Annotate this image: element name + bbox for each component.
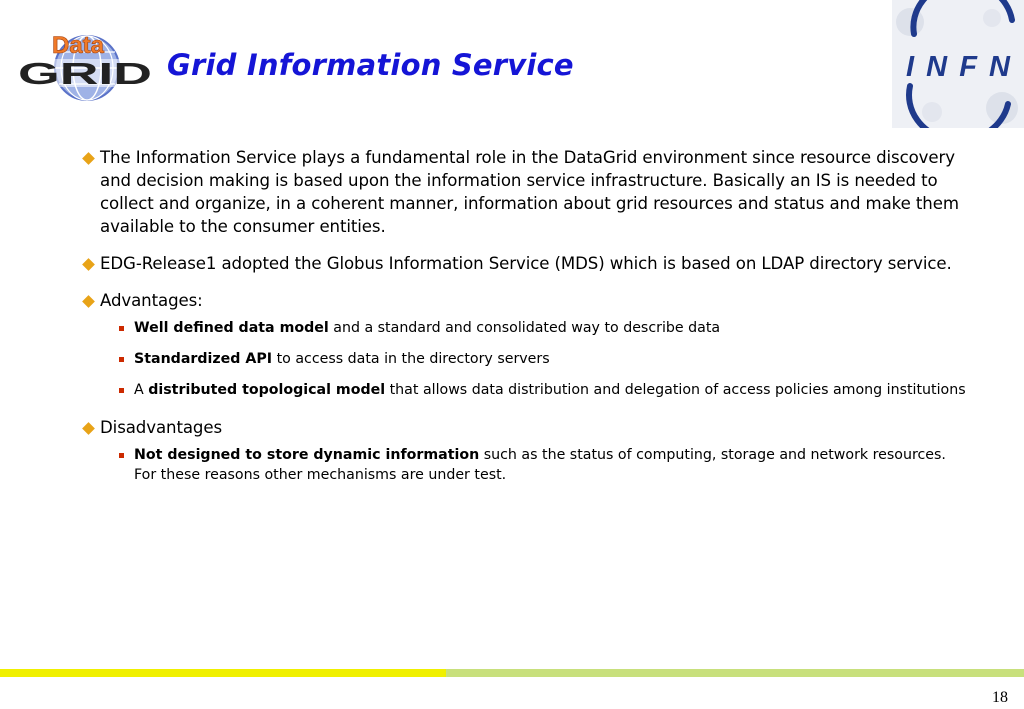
bullet-item (80, 416, 970, 439)
sub-bullet-item (119, 318, 970, 338)
sub-bullet-text: Standardized API to access data in the directory servers (134, 351, 550, 367)
square-bullet-icon (119, 326, 124, 331)
bullet-item (80, 146, 970, 238)
square-bullet-icon (119, 453, 124, 458)
square-bullet-icon (119, 357, 124, 362)
square-bullet-icon (119, 388, 124, 393)
infn-logo (892, 0, 1024, 128)
page-title: Grid Information Service (167, 48, 574, 82)
bullet-text: The Information Service plays a fundamental role in the DataGrid environment since resource discovery and decision making is based upon the information service infrastructure. Basically an IS is needed to collect and organize, in a coherent manner, information about grid resources and status and make them available to the consumer entities. (100, 148, 959, 236)
bullet-item (80, 252, 970, 275)
page-number: 18 (992, 689, 1008, 706)
bullet-text: Advantages: (100, 291, 203, 310)
diamond-bullet-icon (82, 295, 95, 308)
infn-logo-text: INFN (906, 51, 1010, 83)
logo-grid-text: GRID (18, 56, 152, 91)
sub-bullet-text: Not designed to store dynamic information such as the status of computing, storage and network resources. For these reasons other mechanisms are under test. (134, 447, 946, 483)
footer-bar-left (0, 669, 446, 677)
slide-content (80, 146, 970, 496)
diamond-bullet-icon (82, 422, 95, 435)
bullet-text: Disadvantages (100, 418, 223, 437)
bullet-text: EDG-Release1 adopted the Globus Information Service (MDS) which is based on LDAP directory service. (100, 254, 952, 273)
sub-bullet-text: Well defined data model and a standard and consolidated way to describe data (134, 320, 721, 336)
datagrid-logo (16, 28, 154, 104)
sub-bullet-text: A distributed topological model that allows data distribution and delegation of access policies among institutions (134, 382, 966, 398)
diamond-bullet-icon (82, 258, 95, 271)
footer-bar-right (446, 669, 1024, 677)
sub-bullet-item (119, 380, 970, 400)
bullet-item (80, 289, 970, 312)
diamond-bullet-icon (82, 152, 95, 165)
sub-bullet-item (119, 445, 970, 485)
logo-data-text: Data (52, 32, 105, 59)
sub-bullet-item (119, 349, 970, 369)
